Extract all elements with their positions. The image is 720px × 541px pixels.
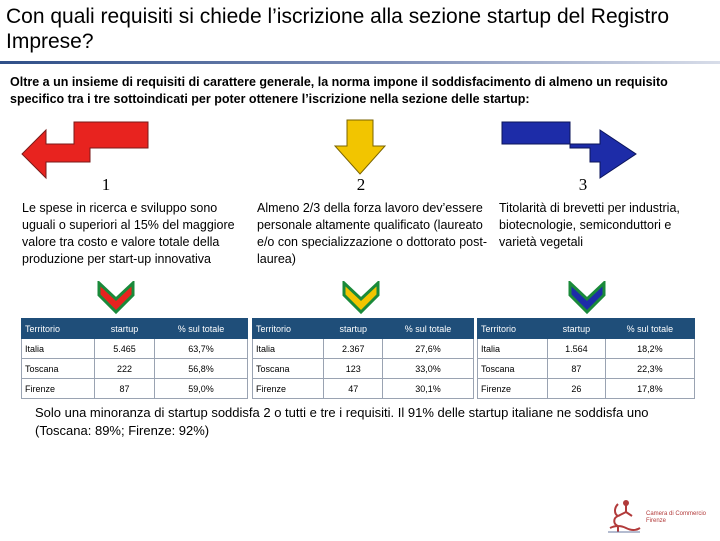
table-row — [478, 339, 695, 359]
percent-cell: 30,1% — [383, 379, 474, 399]
territory-cell: Toscana — [22, 359, 95, 379]
percent-cell: 27,6% — [383, 339, 474, 359]
territory-cell: Firenze — [478, 379, 548, 399]
table-row — [253, 339, 474, 359]
conclusion-text: Solo una minoranza di startup soddisfa 2 o tutti e tre i requisiti. Il 91% delle startup italiane ne soddisfa uno (Toscana: 89%; Firenze: 92%) — [35, 405, 649, 438]
percent-cell: 33,0% — [383, 359, 474, 379]
red-down-arrow-icon — [18, 120, 168, 182]
table-header-startup: startup — [548, 319, 606, 339]
territory-cell: Italia — [478, 339, 548, 359]
yellow-down-arrow-icon — [333, 118, 387, 176]
table-row — [478, 379, 695, 399]
table-row — [253, 379, 474, 399]
startup-count-cell: 5.465 — [95, 339, 155, 359]
startup-count-cell: 2.367 — [324, 339, 383, 359]
percent-cell: 63,7% — [154, 339, 247, 359]
requirement-number-2: 2 — [356, 175, 366, 194]
table-header-territorio: Territorio — [22, 319, 95, 339]
table-row — [478, 359, 695, 379]
table-header-percent: % sul totale — [383, 319, 474, 339]
requirement-text-1: Le spese in ricerca e sviluppo sono uguali o superiori al 15% del maggiore valore tra costo e valore totale della produzione per start-up innovativa — [22, 201, 235, 266]
chamber-of-commerce-logo-icon — [604, 498, 644, 541]
table-header-territorio: Territorio — [253, 319, 324, 339]
table-row — [22, 359, 248, 379]
startup-count-cell: 87 — [95, 379, 155, 399]
percent-cell: 22,3% — [605, 359, 694, 379]
startup-count-cell: 87 — [548, 359, 606, 379]
requirement-number-3: 3 — [578, 175, 588, 194]
yellow-chevron-icon — [342, 281, 380, 315]
red-chevron-icon — [97, 281, 135, 315]
territory-cell: Italia — [253, 339, 324, 359]
title-underline — [0, 61, 720, 64]
territory-cell: Italia — [22, 339, 95, 359]
startup-table-2 — [252, 318, 474, 399]
percent-cell: 18,2% — [605, 339, 694, 359]
table-row — [22, 339, 248, 359]
requirement-text-3: Titolarità di brevetti per industria, biotecnologie, semiconduttori e varietà vegetali — [499, 201, 680, 249]
blue-chevron-icon — [568, 281, 606, 315]
startup-table-1 — [21, 318, 248, 399]
startup-count-cell: 1.564 — [548, 339, 606, 359]
territory-cell: Firenze — [22, 379, 95, 399]
intro-text: Oltre a un insieme di requisiti di carattere generale, la norma impone il soddisfacimento di almeno un requisito specifico tra i tre sottoindicati per poter ottenere l’iscrizione nella sezione delle startup: — [10, 75, 668, 106]
startup-table-3 — [477, 318, 695, 399]
percent-cell: 56,8% — [154, 359, 247, 379]
blue-down-arrow-icon — [500, 120, 670, 182]
table-header-percent: % sul totale — [154, 319, 247, 339]
requirement-number-1: 1 — [101, 175, 111, 194]
percent-cell: 17,8% — [605, 379, 694, 399]
territory-cell: Toscana — [253, 359, 324, 379]
table-header-percent: % sul totale — [605, 319, 694, 339]
requirement-text-2: Almeno 2/3 della forza lavoro dev’essere personale altamente qualificato (laureato e/o con specializzazione o dottorato post-laurea) — [257, 201, 487, 266]
slide-title: Con quali requisiti si chiede l’iscrizione alla sezione startup del Registro Imprese? — [6, 5, 669, 53]
startup-count-cell: 47 — [324, 379, 383, 399]
startup-count-cell: 222 — [95, 359, 155, 379]
table-header-startup: startup — [95, 319, 155, 339]
table-header-territorio: Territorio — [478, 319, 548, 339]
table-row — [253, 359, 474, 379]
territory-cell: Firenze — [253, 379, 324, 399]
logo-text: Camera di Commercio Firenze — [646, 511, 707, 524]
startup-count-cell: 26 — [548, 379, 606, 399]
startup-count-cell: 123 — [324, 359, 383, 379]
table-row — [22, 379, 248, 399]
percent-cell: 59,0% — [154, 379, 247, 399]
territory-cell: Toscana — [478, 359, 548, 379]
table-header-startup: startup — [324, 319, 383, 339]
